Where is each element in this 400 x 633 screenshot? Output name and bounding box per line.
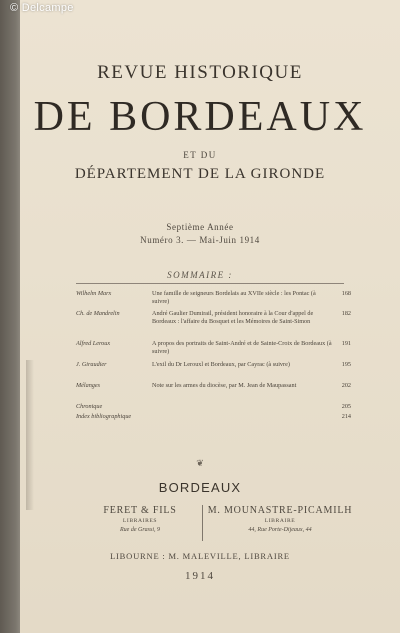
publisher-divider	[202, 505, 203, 541]
toc-author: Alfred Leroux	[76, 340, 111, 347]
publisher-left-address: Rue de Grassi, 9	[120, 527, 160, 533]
journal-title-subtitle: DÉPARTEMENT DE LA GIRONDE	[74, 166, 326, 182]
publisher-left-role: LIBRAIRES	[122, 518, 158, 524]
publisher-right	[205, 505, 355, 533]
contents-rule	[76, 283, 344, 284]
toc-page: 205	[341, 403, 351, 410]
journal-title-main: DE BORDEAUX	[33, 94, 367, 140]
toc-author: Ch. de Mandrelin	[76, 310, 120, 317]
toc-author: Chronique	[76, 403, 103, 410]
toc-title: André Gaulier Dumirail, président honoraire à la Cour d'appel de Bordeaux : l'affaire du Bosquet et les Mémoires de Saint-Simon	[152, 310, 314, 326]
toc-page: 202	[341, 382, 351, 389]
imprint-city: BORDEAUX	[158, 480, 242, 495]
edition-issue: Numéro 3. — Mai-Juin 1914	[140, 235, 260, 245]
fleuron-ornament: ❦	[196, 458, 204, 468]
toc-title: Note sur les armes du diocèse, par M. Jean de Maupassant	[152, 382, 297, 389]
toc-page: 191	[341, 340, 351, 347]
publisher-right-role: LIBRAIRE	[264, 518, 296, 524]
toc-page: 214	[341, 413, 351, 420]
toc-author: Mélanges	[76, 382, 101, 389]
toc-title: L'exil du Dr Lerouxl et Bordeaux, par Cayrac (à suivre)	[152, 361, 290, 368]
toc-author: J. Giraudier	[76, 361, 107, 368]
publisher-right-name: M. MOUNASTRE-PICAMILH	[207, 505, 353, 516]
contents-heading: SOMMAIRE :	[167, 270, 233, 280]
toc-page: 168	[341, 290, 351, 297]
publisher-right-address: 44, Rue Porte-Dijeaux, 44	[248, 527, 312, 533]
toc-title: Une famille de seigneurs Bordelais au XVIIe siècle : les Pontac (à suivre)	[152, 290, 316, 306]
journal-title-conjunction: ET DU	[183, 150, 217, 160]
imprint-libourne: LIBOURNE : M. MALEVILLE, LIBRAIRE	[110, 551, 290, 561]
toc-page: 195	[341, 361, 351, 368]
toc-page: 182	[341, 310, 351, 317]
toc-author: Index bibliographique	[76, 413, 132, 420]
toc-author: Wilhelm Marx	[76, 290, 112, 297]
toc-title: A propos des portraits de Saint-André et de Sainte-Croix de Bordeaux (à suivre)	[152, 340, 332, 356]
publisher-left-name: FERET & FILS	[103, 505, 177, 516]
journal-title-top: REVUE HISTORIQUE	[97, 62, 303, 83]
watermark-text: © Delcampe	[10, 2, 74, 14]
publisher-left	[80, 505, 200, 533]
imprint-year: 1914	[185, 570, 215, 582]
edition-year: Septième Année	[166, 222, 234, 232]
